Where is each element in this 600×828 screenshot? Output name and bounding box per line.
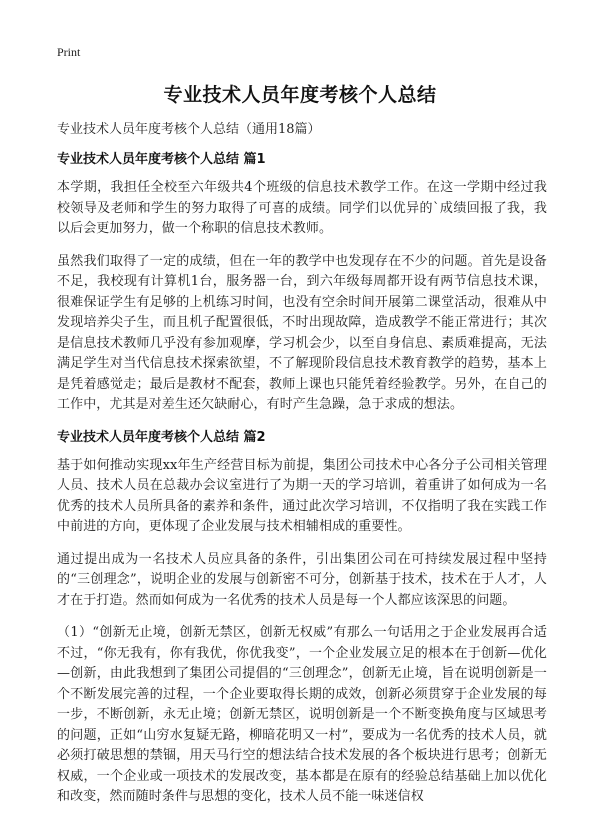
paragraph: （1）“创新无止境，创新无禁区，创新无权威”有那么一句话用之于企业发展再合适不过，“你无我有，你有我优，你优我变”，一个企业发展立足的根本在于创新—优化—创新，由此我想到了集团公司提倡的“三创理念”，创新无止境，旨在说明创新是一个不断发展完善的过程，一个企业要取得长期的成效，创新必须贯穿于企业发展的每一步，不断创新，永无止境；创新无禁区，说明创新是一个不断变换角度与区域思考的问题，正如“山穷水复疑无路，柳暗花明又一村”，要成为一名优秀的技术人员，就必须打破思想的禁锢，用天马行空的想法结合技术发展的各个板块进行思考；创新无权威，一个企业或一项技术的发展改变，基本都是在原有的经验总结基础上加以优化和改变，然而随时条件与思想的变化，技术人员不能一味迷信权 (57, 625, 547, 804)
section-1 (57, 150, 547, 416)
print-label: Print (57, 45, 81, 59)
document-subtitle: 专业技术人员年度考核个人总结（通用18篇） (57, 122, 321, 137)
paragraph: 通过提出成为一名技术人员应具备的条件，引出集团公司在可持续发展过程中坚持的“三创理念”，说明企业的发展与创新密不可分，创新基于技术，技术在于人才，人才在于打造。然而如何成为一名优秀的技术人员是每一个人都应该深思的问题。 (57, 551, 547, 608)
paragraph: 本学期，我担任全校至六年级共4个班级的信息技术教学工作。在这一学期中经过我校领导及老师和学生的努力取得了可喜的成绩。同学们以优异的`成绩回报了我，我以后会更加努力，做一个称职的信息技术教师。 (57, 180, 547, 236)
document-body (57, 120, 547, 820)
section-heading: 专业技术人员年度考核个人总结 篇2 (57, 429, 266, 445)
paragraph: 基于如何推动实现xx年生产经营目标为前提，集团公司技术中心各分子公司相关管理人员、技术人员在总裁办会议室进行了为期一天的学习培训，着重讲了如何成为一名优秀的技术人员所具备的素养和条件，通过此次学习培训，不仅指明了我在实践工作中前进的方向，更体现了企业发展与技术相辅相成的重要性。 (57, 457, 547, 534)
section-heading: 专业技术人员年度考核个人总结 篇1 (57, 152, 266, 167)
paragraph: 虽然我们取得了一定的成绩，但在一年的教学中也发现存在不少的问题。首先是设备不足，我校现有计算机1台，服务器一台，到六年级每周都开设有两节信息技术课，很难保证学生有足够的上机练习时间，也没有空余时间开展第二课堂活动，很难从中发现培养尖子生，而且机子配置很低，不时出现故障，造成教学不能正常进行；其次是信息技术教师几乎没有参加观摩，学习机会少，以至自身信息、素质难提高，无法满足学生对当代信息技术探索欲望，不了解现阶段信息技术教育教学的趋势，基本上是凭着感觉走；最后是教材不配套，教师上课也只能凭着经验教学。另外，在自己的工作中，尤其是对差生还欠缺耐心，有时产生急躁，急于求成的想法。 (57, 253, 547, 412)
page-title: 专业技术人员年度考核个人总结 (163, 84, 437, 106)
section-2 (57, 428, 547, 808)
